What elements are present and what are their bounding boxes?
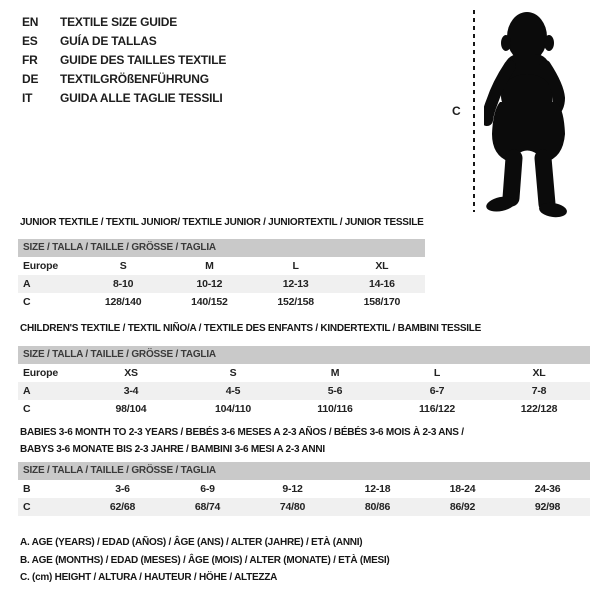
size-cell: 4-5 [225, 385, 241, 397]
footnote-age-months: B. AGE (MONTHS) / EDAD (MESES) / ÂGE (MOIS) / ALTER (MONATE) / ETÀ (MESI) [20, 554, 390, 566]
size-cell: 116/122 [419, 403, 455, 415]
size-cell: L [292, 260, 299, 272]
footnote-height-cm: C. (cm) HEIGHT / ALTURA / HAUTEUR / HÖHE / ALTEZZA [20, 572, 278, 583]
table-row [18, 382, 590, 400]
table-row [18, 498, 590, 516]
babies-table-title-line1: BABIES 3-6 MONTH TO 2-3 YEARS / BEBÉS 3-6 MESES A 2-3 AÑOS / BÉBÉS 3-6 MOIS À 2-3 ANS / [20, 427, 464, 438]
babies-size-table [18, 462, 590, 516]
size-cell: 140/152 [191, 296, 228, 308]
language-title: GUIDE DES TAILLES TEXTILE [60, 52, 227, 67]
table-row [18, 257, 425, 275]
size-cell: 92/98 [534, 501, 561, 513]
babies-table-title [20, 424, 464, 458]
size-cell: 12-18 [364, 483, 391, 495]
size-cell: 104/110 [215, 403, 251, 415]
language-title: TEXTILGRÖßENFÜHRUNG [60, 71, 209, 86]
row-label: C [23, 403, 31, 415]
size-cell: S [119, 260, 127, 272]
size-cell: 86/92 [449, 501, 476, 513]
row-label: A [23, 278, 31, 290]
size-cell: 110/116 [317, 403, 353, 415]
size-cell: M [205, 260, 214, 272]
size-cell: 8-10 [113, 278, 134, 290]
language-row [22, 50, 226, 69]
size-cell: 128/140 [104, 296, 142, 308]
row-label: Europe [23, 260, 58, 272]
size-cell: 5-6 [327, 385, 343, 397]
language-title: GUÍA DE TALLAS [60, 33, 157, 48]
size-table-header: SIZE / TALLA / TAILLE / GRÖSSE / TAGLIA [18, 346, 590, 364]
size-cell: L [433, 367, 441, 379]
size-cell: 80/86 [364, 501, 391, 513]
language-title-list [22, 12, 226, 107]
size-cell: XL [375, 260, 389, 272]
height-measure-figure [440, 0, 600, 225]
language-title: GUIDA ALLE TAGLIE TESSILI [60, 90, 223, 105]
size-cell: 6-7 [429, 385, 445, 397]
language-row [22, 88, 226, 107]
size-table-header: SIZE / TALLA / TAILLE / GRÖSSE / TAGLIA [18, 462, 590, 480]
size-cell: 98/104 [115, 403, 147, 415]
size-cell: 74/80 [279, 501, 306, 513]
size-cell: 122/128 [520, 403, 558, 415]
row-label: C [23, 296, 31, 308]
size-cell: 152/158 [277, 296, 314, 308]
size-cell: 7-8 [531, 385, 547, 397]
size-cell: XS [124, 367, 138, 379]
size-cell: 68/74 [194, 501, 221, 513]
row-label: C [23, 501, 31, 513]
size-table-header: SIZE / TALLA / TAILLE / GRÖSSE / TAGLIA [18, 239, 425, 257]
language-code: IT [22, 90, 33, 105]
table-row [18, 275, 425, 293]
size-cell: 158/170 [363, 296, 401, 308]
table-row [18, 480, 590, 498]
size-cell: 10-12 [196, 278, 223, 290]
size-cell: 14-16 [368, 278, 395, 290]
baby-silhouette-image [484, 6, 580, 218]
language-title: TEXTILE SIZE GUIDE [60, 14, 178, 29]
language-row [22, 31, 226, 50]
size-cell: 62/68 [109, 501, 136, 513]
language-row [22, 69, 226, 88]
row-label: A [23, 385, 31, 397]
junior-table-title: JUNIOR TEXTILE / TEXTIL JUNIOR/ TEXTILE JUNIOR / JUNIORTEXTIL / JUNIOR TESSILE [20, 217, 424, 228]
children-size-table [18, 346, 590, 418]
size-cell: 9-12 [282, 483, 303, 495]
table-row [18, 400, 590, 418]
size-cell: XL [532, 367, 546, 379]
language-code: DE [22, 71, 39, 86]
babies-table-title-line2: BABYS 3-6 MONATE BIS 2-3 JAHRE / BAMBINI 3-6 MESI A 2-3 ANNI [20, 444, 325, 455]
size-cell: 3-4 [123, 385, 139, 397]
junior-size-table [18, 239, 425, 311]
table-row [18, 364, 590, 382]
size-cell: M [330, 367, 340, 379]
size-cell: 6-9 [200, 483, 215, 495]
height-measure-label: C [452, 104, 461, 118]
row-label: B [23, 483, 31, 495]
table-row [18, 293, 425, 311]
legend-footnotes [20, 534, 390, 587]
size-cell: 3-6 [115, 483, 130, 495]
size-cell: S [229, 367, 237, 379]
size-cell: 24-36 [534, 483, 561, 495]
language-code: FR [22, 52, 38, 67]
size-cell: 12-13 [282, 278, 309, 290]
language-row [22, 12, 226, 31]
row-label: Europe [23, 367, 58, 379]
size-cell: 18-24 [449, 483, 476, 495]
children-table-title: CHILDREN'S TEXTILE / TEXTIL NIÑO/A / TEXTILE DES ENFANTS / KINDERTEXTIL / BAMBINI TESSILE [20, 323, 482, 334]
language-code: EN [22, 14, 39, 29]
language-code: ES [22, 33, 38, 48]
height-measure-dashed-line [473, 10, 475, 212]
footnote-age-years: A. AGE (YEARS) / EDAD (AÑOS) / ÂGE (ANS) / ALTER (JAHRE) / ETÀ (ANNI) [20, 537, 363, 548]
